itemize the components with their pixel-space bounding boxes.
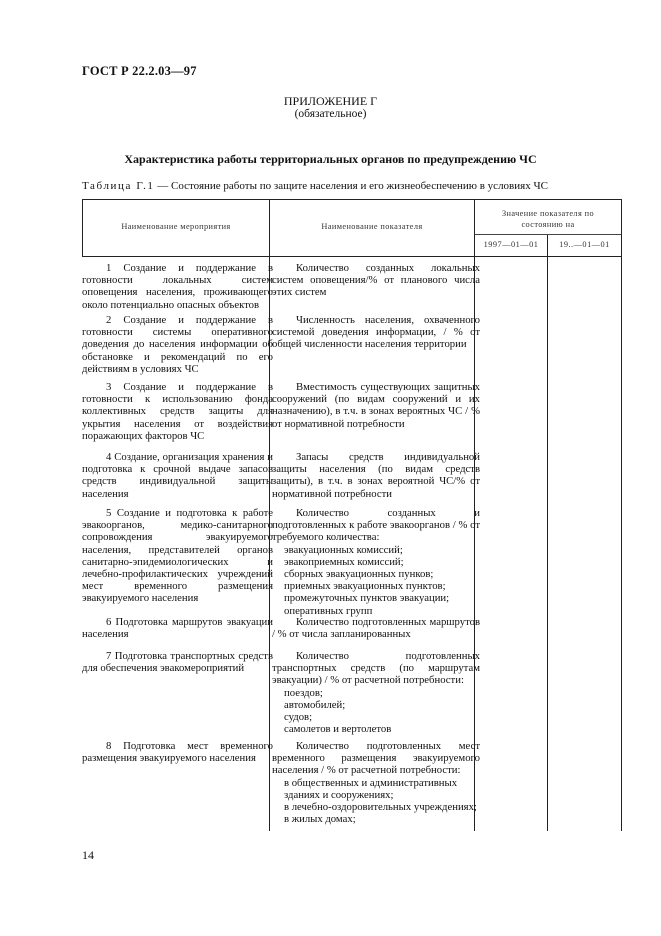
header-date-19xx: 19..—01—01 xyxy=(559,240,610,249)
indicator-item: приемных эвакуационных пунктов; xyxy=(284,580,446,593)
header-indicator: Наименование показателя xyxy=(321,222,423,231)
table-header-bottom-border xyxy=(82,256,622,257)
indicator-cell: Количество подготовленных маршрутов / % от числа запланированных xyxy=(272,616,480,641)
indicator-item: в общественных и административных зданиях и сооружениях; xyxy=(284,776,458,801)
measure-cell: 1 Создание и поддержание в готовности локальных систем оповещения населения, проживающего около потенциально опасных объектов xyxy=(82,262,273,311)
indicator-item: в жилых домах; xyxy=(284,813,356,826)
appendix-block xyxy=(0,95,661,121)
indicator-item: поездов; xyxy=(284,686,323,699)
column-divider-3 xyxy=(547,235,548,831)
table-caption xyxy=(82,180,548,192)
indicator-text: Количество созданных и подготовленных к работе эвакоорганов / % от требуемого количества: xyxy=(272,507,480,544)
indicator-item: самолетов и вертолетов xyxy=(284,723,392,736)
appendix-title: ПРИЛОЖЕНИЕ Г xyxy=(283,94,378,108)
measure-cell: 4 Создание, организация хранения и подготовка к срочной выдаче запасов средств индивидуальной защиты населения xyxy=(82,451,273,500)
indicator-item: сборных эвакуационных пунков; xyxy=(284,568,434,581)
indicator-cell: Вместимость существующих защитных сооружений (по видам сооружений и их назначению), в т.ч. в зонах вероятных ЧС / % от нормативной потребности xyxy=(272,381,480,430)
indicator-cell xyxy=(272,740,480,825)
appendix-note: (обязательное) xyxy=(294,108,367,120)
indicator-item: автомобилей; xyxy=(284,698,346,711)
section-heading: Характеристика работы территориальных органов по предупреждению ЧС xyxy=(124,152,537,166)
measure-cell: 2 Создание и поддержание в готовности системы оперативного доведения до населения информации об обстановке и рекомендаций по его действиям в условиях ЧС xyxy=(82,314,273,375)
indicator-cell: Количество созданных локальных систем оповещения/% от планового числа этих систем xyxy=(272,262,480,299)
indicator-cell: Численность населения, охваченного системой доведения информации, / % от общей численности населения территории xyxy=(272,314,480,351)
indicator-item: промежуточных пунктов эвакуации; xyxy=(284,592,450,605)
indicator-item: судов; xyxy=(284,711,313,724)
indicator-item: оперативных групп xyxy=(284,604,373,617)
indicator-item: эвакуационных комиссий; xyxy=(284,543,403,556)
header-measure: Наименование мероприятия xyxy=(121,222,231,231)
indicator-item: в лечебно-оздоровительных учреждениях; xyxy=(284,801,477,814)
indicator-text: Количество подготовленных мест временного размещения эвакуируемого населения / % от расчетной потребности: xyxy=(272,740,480,777)
measure-cell: 8 Подготовка мест временного размещения эвакуируемого населения xyxy=(82,740,273,765)
table-right-border xyxy=(621,199,622,831)
indicator-cell xyxy=(272,650,480,735)
table-left-border xyxy=(82,199,83,257)
measure-cell: 5 Создание и подготовка к работе эвакоорганов, медико-санитарного сопровождения эвакуируемого населения, представителей органов санитарно-эпидемиологических и лечебно-профилактических учреждений мест временного размещения эвакуируемого населения xyxy=(82,507,273,605)
indicator-item: эвакоприемных комиссий; xyxy=(284,555,404,568)
header-date-1997: 1997—01—01 xyxy=(483,240,539,249)
indicator-cell: Запасы средств индивидуальной защиты населения (по видам средств защиты), в т.ч. в зонах вероятной ЧС/% от нормативной потребности xyxy=(272,451,480,500)
table-caption-text: — Состояние работы по защите населения и его жизнеобеспечению в условиях ЧС xyxy=(154,180,548,192)
table-subheader-line xyxy=(474,234,622,235)
measure-cell: 3 Создание и поддержание в готовности к использованию фонда коллективных средств защиты для укрытия населения от воздействия поражающих факторов ЧС xyxy=(82,381,273,442)
measure-cell: 7 Подготовка транспортных средств для обеспечения эвакомероприятий xyxy=(82,650,273,675)
table-top-border xyxy=(82,199,622,200)
page-number: 14 xyxy=(82,848,94,862)
measure-cell: 6 Подготовка маршрутов эвакуации населения xyxy=(82,616,273,641)
indicator-text: Количество подготовленных транспортных средств (по маршрутам эвакуации) / % от расчетной потребности: xyxy=(272,650,480,687)
indicator-cell xyxy=(272,507,480,617)
table-caption-label: Таблица Г.1 xyxy=(82,180,155,192)
header-value-group: Значение показателя по состоянию на xyxy=(501,209,595,229)
document-code: ГОСТ Р 22.2.03—97 xyxy=(82,64,197,78)
